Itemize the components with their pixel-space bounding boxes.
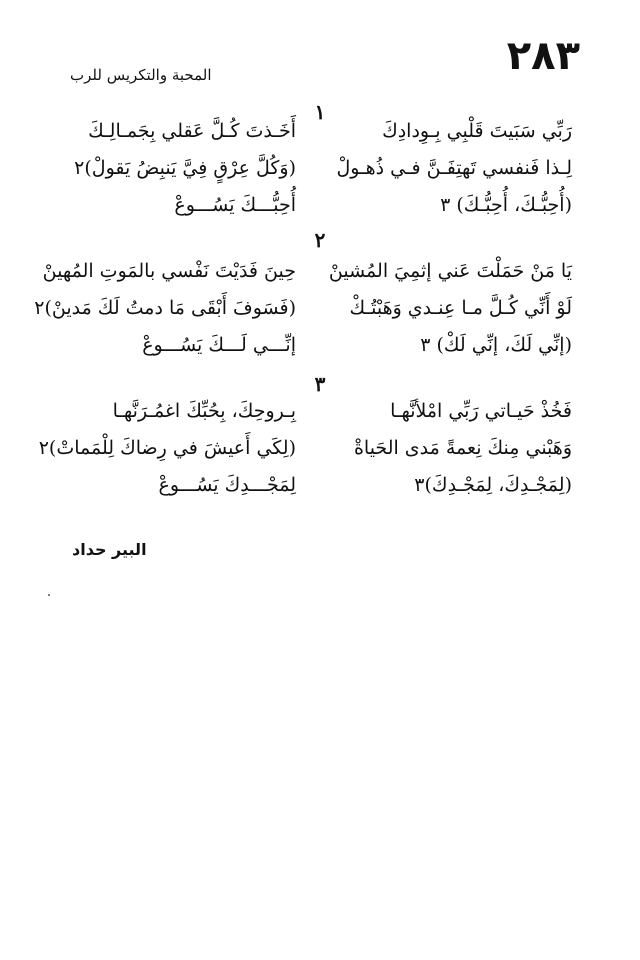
stanza-number: ٢ bbox=[314, 228, 326, 252]
verse-line: (فَسَوفَ أَبْقَى مَا دمتُ لَكَ مَدينْ)٢ bbox=[34, 297, 296, 319]
verse-line: أُحِبُّـــكَ يَسُـــوعْ bbox=[174, 194, 296, 216]
verse-line: رَبِّي سَبَيتَ قَلْبِي بِـوِدادِكَ bbox=[382, 120, 572, 142]
stray-dot bbox=[48, 594, 50, 596]
verse-line: فَخُذْ حَيـاتي رَبِّي امْلأنَّهـا bbox=[390, 400, 572, 422]
verse-line: (وَكُلَّ عِرْقٍ فِيَّ يَنبِضُ يَقولْ)٢ bbox=[74, 157, 296, 179]
stanza-number: ١ bbox=[314, 100, 326, 124]
verse-line: حِينَ فَدَيْتَ نَفْسي بالمَوتِ المُهينْ bbox=[42, 260, 296, 282]
verse-line: (لِكَي أَعيشَ في رِضاكَ لِلْمَماتْ)٢ bbox=[38, 437, 296, 459]
verse-line: بِـروحِكَ، بِحُبِّكَ اغمُـرَنَّهـا bbox=[112, 400, 296, 422]
verse-line: (لِمَجْـدِكَ، لِمَجْـدِكَ)٣ bbox=[414, 474, 572, 496]
verse-line: لِـذا فَنفسي تَهتِفَـنَّ فـي ذُهـولْ bbox=[336, 157, 572, 179]
verse-line: يَا مَنْ حَمَلْتَ عَني إثمِيَ المُشينْ bbox=[328, 260, 572, 282]
verse-line: أَخَـذتَ كُـلَّ عَقلي بِجَمـالِـكَ bbox=[88, 120, 296, 142]
verse-line: وَهَبْني مِنكَ نِعمةً مَدى الحَياةْ bbox=[353, 437, 572, 459]
page-number: ٢٨٣ bbox=[506, 33, 580, 79]
verse-line: (أُحِبُّـكَ، أُحِبُّـكَ) ٣ bbox=[440, 194, 572, 216]
author-name: البير حداد bbox=[72, 540, 147, 559]
running-title: المحبة والتكريس للرب bbox=[70, 66, 212, 84]
stanza-number: ٣ bbox=[314, 372, 326, 396]
verse-line: لَوْ أَنِّي كُـلَّ مـا عِنـدي وَهَبْتُـكْ bbox=[349, 297, 572, 319]
verse-line: (إنِّي لَكَ، إنِّي لَكْ) ٣ bbox=[420, 334, 572, 356]
verse-line: لِمَجْـــدِكَ يَسُـــوعْ bbox=[158, 474, 296, 496]
verse-line: إنِّـــي لَـــكَ يَسُـــوعْ bbox=[142, 334, 296, 356]
